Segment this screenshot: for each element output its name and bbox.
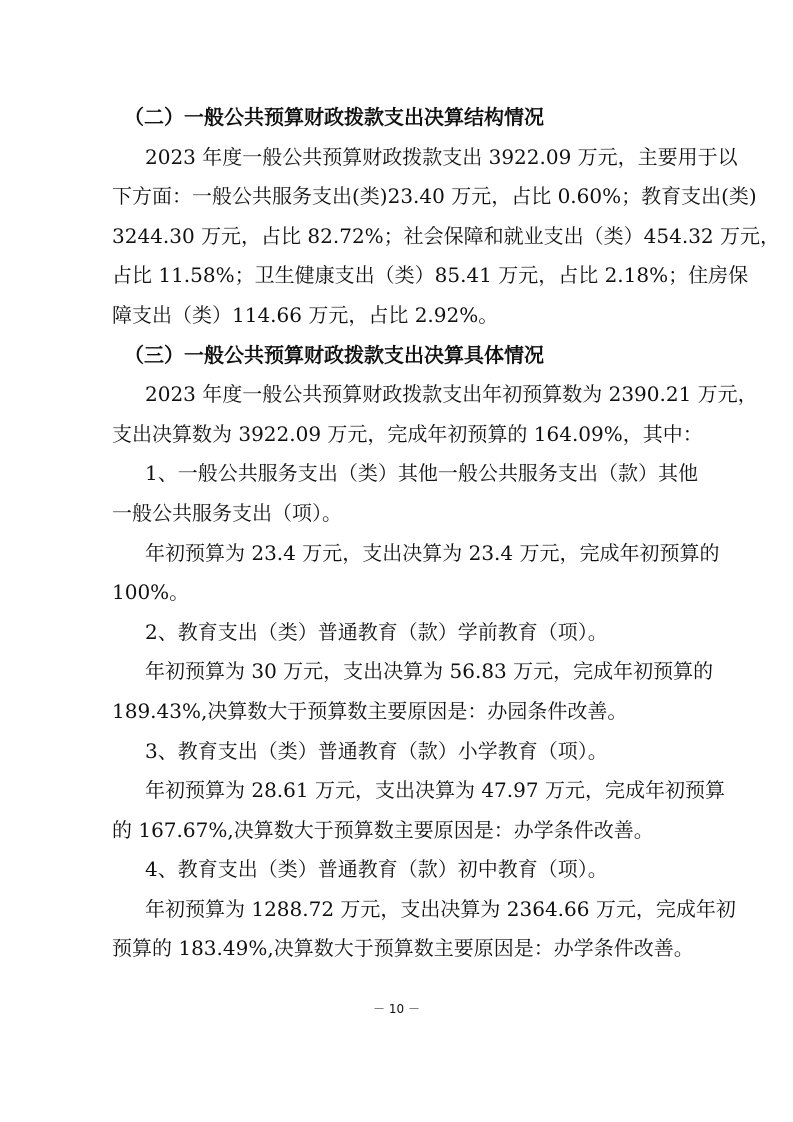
paragraph-line: 年初预算为 30 万元，支出决算为 56.83 万元，完成年初预算的 [145, 659, 714, 684]
paragraph-line: 3244.30 万元，占比 82.72%；社会保障和就业支出（类）454.32 万元， [112, 223, 781, 248]
paragraph-line: 下方面：一般公共服务支出(类)23.40 万元，占比 0.60%；教育支出(类) [112, 184, 757, 209]
section-heading [112, 98, 698, 138]
paragraph-line: 预算的 183.49%,决算数大于预算数主要原因是：办学条件改善。 [112, 936, 694, 961]
paragraph-line: 支出决算数为 3922.09 万元，完成年初预算的 164.09%，其中： [112, 421, 703, 446]
paragraph [112, 534, 720, 613]
paragraph-line: 3、教育支出（类）普通教育（款）小学教育（项）。 [145, 738, 608, 763]
paragraph-line: 4、教育支出（类）普通教育（款）初中教育（项）。 [145, 857, 608, 882]
paragraph-line: 年初预算为 28.61 万元，支出决算为 47.97 万元，完成年初预算 [145, 778, 725, 803]
paragraph-line: 障支出（类）114.66 万元，占比 2.92%。 [112, 302, 499, 327]
paragraph [112, 850, 698, 890]
paragraph-line: 100%。 [112, 580, 190, 605]
paragraph-line: 占比 11.58%；卫生健康支出（类）85.41 万元，占比 2.18%；住房保 [112, 263, 749, 288]
paragraph [112, 138, 781, 336]
paragraph [112, 771, 725, 850]
paragraph [112, 613, 698, 653]
paragraph [112, 890, 736, 969]
paragraph [112, 732, 698, 772]
paragraph-line: 年初预算为 23.4 万元，支出决算为 23.4 万元，完成年初预算的 [145, 540, 720, 565]
page-number: － 10 － [373, 1002, 420, 1016]
paragraph-line: 的 167.67%,决算数大于预算数主要原因是：办学条件改善。 [112, 817, 654, 842]
paragraph-line: 2023 年度一般公共预算财政拨款支出 3922.09 万元，主要用于以 [145, 144, 738, 169]
paragraph [112, 375, 758, 454]
paragraph-line: 2、教育支出（类）普通教育（款）学前教育（项）。 [145, 619, 608, 644]
paragraph-line: 一般公共服务支出（项）。 [112, 500, 342, 525]
heading-text: （三）一般公共预算财政拨款支出决算具体情况 [124, 342, 544, 367]
paragraph-line: 189.43%,决算数大于预算数主要原因是：办园条件改善。 [112, 698, 628, 723]
paragraph [112, 454, 698, 533]
paragraph [112, 652, 714, 731]
paragraph-line: 2023 年度一般公共预算财政拨款支出年初预算数为 2390.21 万元， [145, 382, 758, 407]
section-heading [112, 336, 698, 376]
paragraph-line: 年初预算为 1288.72 万元，支出决算为 2364.66 万元，完成年初 [145, 896, 736, 921]
document-body [112, 98, 781, 969]
paragraph-line: 1、一般公共服务支出（类）其他一般公共服务支出（款）其他 [145, 461, 698, 486]
heading-text: （二）一般公共预算财政拨款支出决算结构情况 [124, 105, 544, 129]
